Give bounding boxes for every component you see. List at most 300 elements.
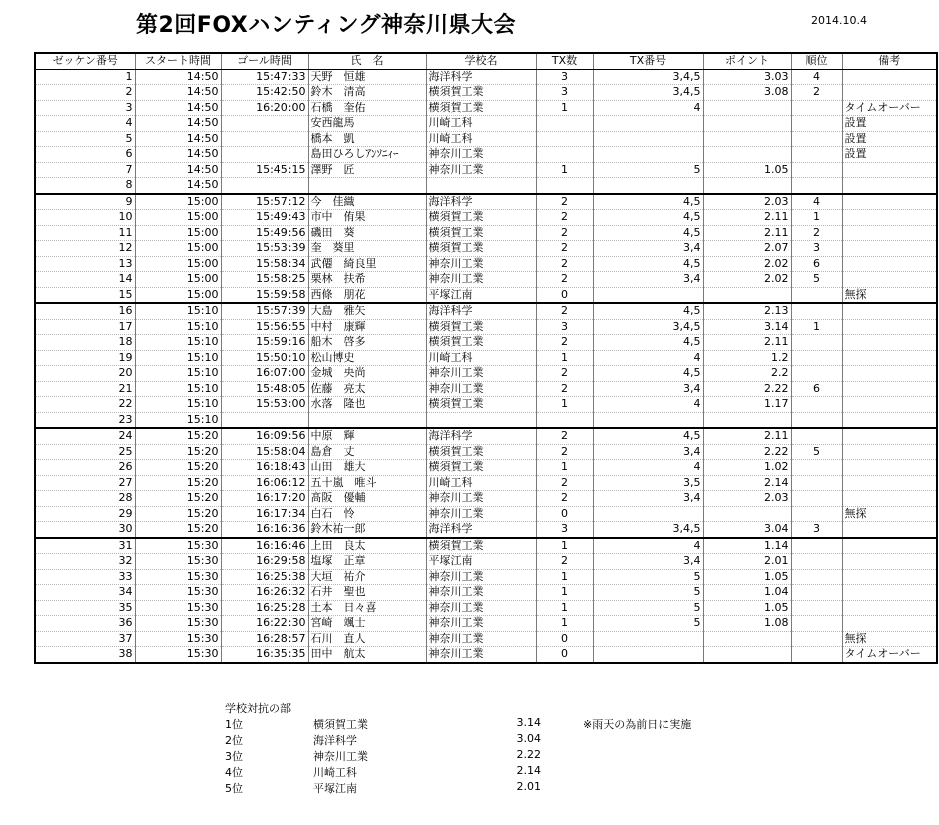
bib-cell: 12 xyxy=(35,241,135,257)
start-time-cell: 15:10 xyxy=(135,366,221,382)
goal-time-cell: 15:58:34 xyxy=(221,256,308,272)
points-cell: 3.03 xyxy=(703,69,791,85)
school-cell: 横須賀工業 xyxy=(426,444,536,460)
remarks-cell xyxy=(842,225,937,241)
result-row xyxy=(35,491,937,507)
name-cell: 松山博史 xyxy=(308,350,426,366)
result-row xyxy=(35,538,937,554)
rank-cell: 4 xyxy=(791,69,842,85)
goal-time-cell: 16:29:58 xyxy=(221,554,308,570)
goal-time-cell: 15:49:43 xyxy=(221,210,308,226)
name-cell: 大島 雅矢 xyxy=(308,303,426,319)
remarks-cell xyxy=(842,522,937,538)
start-time-cell: 15:20 xyxy=(135,522,221,538)
points-cell xyxy=(703,287,791,303)
start-time-cell: 15:20 xyxy=(135,428,221,444)
start-time-cell: 15:10 xyxy=(135,350,221,366)
goal-time-cell: 16:35:35 xyxy=(221,647,308,663)
school-cell: 海洋科学 xyxy=(426,194,536,210)
name-cell: 山田 雄大 xyxy=(308,460,426,476)
goal-time-cell: 15:45:15 xyxy=(221,162,308,178)
start-time-cell: 15:30 xyxy=(135,554,221,570)
name-cell: 五十嵐 唯斗 xyxy=(308,475,426,491)
tx-numbers-cell: 5 xyxy=(593,616,703,632)
col-header-rank: 順位 xyxy=(791,53,842,69)
school-cell: 神奈川工業 xyxy=(426,647,536,663)
ranking-points: 2.14 xyxy=(516,764,541,777)
tx-count-cell: 1 xyxy=(536,350,593,366)
tx-numbers-cell: 5 xyxy=(593,569,703,585)
name-cell: 金城 央尚 xyxy=(308,366,426,382)
rank-cell xyxy=(791,162,842,178)
remarks-cell xyxy=(842,460,937,476)
remarks-cell xyxy=(842,397,937,413)
result-row xyxy=(35,335,937,351)
school-cell: 横須賀工業 xyxy=(426,241,536,257)
remarks-cell xyxy=(842,538,937,554)
remarks-cell xyxy=(842,194,937,210)
tx-numbers-cell: 4,5 xyxy=(593,366,703,382)
points-cell xyxy=(703,100,791,116)
result-row xyxy=(35,303,937,319)
rank-cell xyxy=(791,585,842,601)
remarks-cell xyxy=(842,272,937,288)
remarks-cell xyxy=(842,210,937,226)
remarks-cell: 設置 xyxy=(842,147,937,163)
remarks-cell: 無探 xyxy=(842,506,937,522)
bib-cell: 31 xyxy=(35,538,135,554)
remarks-cell xyxy=(842,475,937,491)
remarks-cell xyxy=(842,412,937,428)
remarks-cell xyxy=(842,178,937,194)
tx-count-cell: 2 xyxy=(536,428,593,444)
result-row xyxy=(35,585,937,601)
school-cell: 神奈川工業 xyxy=(426,162,536,178)
start-time-cell: 14:50 xyxy=(135,85,221,101)
bib-cell: 1 xyxy=(35,69,135,85)
tx-count-cell: 1 xyxy=(536,538,593,554)
name-cell: 田中 航太 xyxy=(308,647,426,663)
start-time-cell: 15:30 xyxy=(135,569,221,585)
tx-numbers-cell: 3,4 xyxy=(593,444,703,460)
rank-cell xyxy=(791,647,842,663)
bib-cell: 26 xyxy=(35,460,135,476)
col-header-goal-time: ゴール時間 xyxy=(221,53,308,69)
bib-cell: 2 xyxy=(35,85,135,101)
tx-count-cell: 3 xyxy=(536,85,593,101)
goal-time-cell: 16:09:56 xyxy=(221,428,308,444)
start-time-cell: 15:20 xyxy=(135,460,221,476)
start-time-cell: 15:20 xyxy=(135,444,221,460)
goal-time-cell: 16:18:43 xyxy=(221,460,308,476)
school-cell: 神奈川工業 xyxy=(426,272,536,288)
school-cell: 川崎工科 xyxy=(426,131,536,147)
name-cell: 島田ひろしｱﾝｿﾆｨｰ xyxy=(308,147,426,163)
ranking-school: 海洋科学 xyxy=(313,734,357,747)
tx-count-cell: 1 xyxy=(536,569,593,585)
rank-cell: 3 xyxy=(791,522,842,538)
bib-cell: 5 xyxy=(35,131,135,147)
tx-numbers-cell: 3,4 xyxy=(593,241,703,257)
ranking-school: 神奈川工業 xyxy=(313,750,368,763)
name-cell: 塩塚 正章 xyxy=(308,554,426,570)
bib-cell: 35 xyxy=(35,600,135,616)
points-cell xyxy=(703,178,791,194)
col-header-school: 学校名 xyxy=(426,53,536,69)
goal-time-cell: 16:07:00 xyxy=(221,366,308,382)
tx-count-cell: 2 xyxy=(536,475,593,491)
name-cell: 奎 葵里 xyxy=(308,241,426,257)
result-row xyxy=(35,522,937,538)
school-cell: 川崎工科 xyxy=(426,350,536,366)
tx-count-cell: 1 xyxy=(536,162,593,178)
tx-numbers-cell: 4 xyxy=(593,460,703,476)
goal-time-cell: 16:22:30 xyxy=(221,616,308,632)
remarks-cell xyxy=(842,241,937,257)
start-time-cell: 15:30 xyxy=(135,647,221,663)
bib-cell: 27 xyxy=(35,475,135,491)
rank-cell xyxy=(791,631,842,647)
name-cell: 石川 直人 xyxy=(308,631,426,647)
result-row xyxy=(35,554,937,570)
goal-time-cell: 16:17:34 xyxy=(221,506,308,522)
school-cell: 平塚江南 xyxy=(426,554,536,570)
rank-cell: 2 xyxy=(791,85,842,101)
result-row xyxy=(35,506,937,522)
result-row xyxy=(35,147,937,163)
ranking-points: 3.04 xyxy=(516,732,541,745)
rank-cell xyxy=(791,366,842,382)
rank-cell xyxy=(791,147,842,163)
tx-numbers-cell: 4 xyxy=(593,100,703,116)
points-cell: 3.14 xyxy=(703,319,791,335)
tx-count-cell: 2 xyxy=(536,303,593,319)
points-cell: 1.05 xyxy=(703,600,791,616)
points-cell xyxy=(703,631,791,647)
points-cell: 2.14 xyxy=(703,475,791,491)
start-time-cell: 15:10 xyxy=(135,335,221,351)
tx-count-cell xyxy=(536,178,593,194)
goal-time-cell: 16:25:38 xyxy=(221,569,308,585)
tx-numbers-cell xyxy=(593,647,703,663)
goal-time-cell xyxy=(221,131,308,147)
start-time-cell: 15:10 xyxy=(135,397,221,413)
bib-cell: 34 xyxy=(35,585,135,601)
remarks-cell xyxy=(842,162,937,178)
tx-count-cell: 1 xyxy=(536,616,593,632)
bib-cell: 33 xyxy=(35,569,135,585)
weather-note: ※雨天の為前日に実施 xyxy=(583,718,692,731)
bib-cell: 25 xyxy=(35,444,135,460)
ranking-school: 川崎工科 xyxy=(313,766,357,779)
result-row xyxy=(35,178,937,194)
result-row xyxy=(35,428,937,444)
ranking-position: 1位 xyxy=(225,718,243,731)
goal-time-cell: 15:56:55 xyxy=(221,319,308,335)
goal-time-cell xyxy=(221,116,308,132)
result-row xyxy=(35,194,937,210)
ranking-position: 3位 xyxy=(225,750,243,763)
school-cell: 神奈川工業 xyxy=(426,381,536,397)
school-cell: 川崎工科 xyxy=(426,116,536,132)
goal-time-cell: 16:28:57 xyxy=(221,631,308,647)
result-row xyxy=(35,444,937,460)
bib-cell: 8 xyxy=(35,178,135,194)
points-cell: 2.13 xyxy=(703,303,791,319)
points-cell: 2.11 xyxy=(703,335,791,351)
tx-count-cell: 2 xyxy=(536,491,593,507)
goal-time-cell: 16:16:36 xyxy=(221,522,308,538)
tx-numbers-cell: 4,5 xyxy=(593,256,703,272)
tx-count-cell: 3 xyxy=(536,522,593,538)
name-cell: 澤野 匠 xyxy=(308,162,426,178)
name-cell: 島倉 丈 xyxy=(308,444,426,460)
rank-cell: 5 xyxy=(791,272,842,288)
start-time-cell: 15:00 xyxy=(135,287,221,303)
name-cell: 中村 康輝 xyxy=(308,319,426,335)
tx-count-cell: 0 xyxy=(536,647,593,663)
points-cell: 2.07 xyxy=(703,241,791,257)
school-cell: 神奈川工業 xyxy=(426,600,536,616)
tx-numbers-cell: 3,5 xyxy=(593,475,703,491)
name-cell: 佐藤 亮太 xyxy=(308,381,426,397)
name-cell: 石井 聖也 xyxy=(308,585,426,601)
ranking-position: 4位 xyxy=(225,766,243,779)
tx-count-cell xyxy=(536,147,593,163)
school-competition-heading: 学校対抗の部 xyxy=(225,702,291,715)
ranking-position: 2位 xyxy=(225,734,243,747)
name-cell: 橋本 凱 xyxy=(308,131,426,147)
bib-cell: 6 xyxy=(35,147,135,163)
bib-cell: 7 xyxy=(35,162,135,178)
tx-numbers-cell: 4 xyxy=(593,538,703,554)
rank-cell xyxy=(791,475,842,491)
school-cell: 神奈川工業 xyxy=(426,256,536,272)
tx-numbers-cell xyxy=(593,412,703,428)
goal-time-cell: 15:53:39 xyxy=(221,241,308,257)
remarks-cell xyxy=(842,85,937,101)
start-time-cell: 15:00 xyxy=(135,272,221,288)
start-time-cell: 15:10 xyxy=(135,319,221,335)
bib-cell: 9 xyxy=(35,194,135,210)
start-time-cell: 14:50 xyxy=(135,162,221,178)
col-header-start-time: スタート時間 xyxy=(135,53,221,69)
bib-cell: 16 xyxy=(35,303,135,319)
bib-cell: 18 xyxy=(35,335,135,351)
name-cell: 水落 隆也 xyxy=(308,397,426,413)
tx-numbers-cell: 4,5 xyxy=(593,428,703,444)
points-cell: 2.11 xyxy=(703,210,791,226)
result-row xyxy=(35,225,937,241)
school-cell: 横須賀工業 xyxy=(426,210,536,226)
bib-cell: 10 xyxy=(35,210,135,226)
tx-numbers-cell xyxy=(593,116,703,132)
rank-cell xyxy=(791,131,842,147)
tx-count-cell: 2 xyxy=(536,335,593,351)
result-row xyxy=(35,412,937,428)
rank-cell xyxy=(791,506,842,522)
tx-numbers-cell xyxy=(593,131,703,147)
tx-numbers-cell: 3,4,5 xyxy=(593,319,703,335)
result-row xyxy=(35,319,937,335)
ranking-position: 5位 xyxy=(225,782,243,795)
remarks-cell xyxy=(842,616,937,632)
bib-cell: 15 xyxy=(35,287,135,303)
rank-cell xyxy=(791,178,842,194)
tx-count-cell xyxy=(536,412,593,428)
school-cell: 神奈川工業 xyxy=(426,569,536,585)
points-cell: 1.08 xyxy=(703,616,791,632)
remarks-cell xyxy=(842,381,937,397)
tx-numbers-cell: 4,5 xyxy=(593,225,703,241)
points-cell: 1.04 xyxy=(703,585,791,601)
start-time-cell: 15:20 xyxy=(135,491,221,507)
points-cell: 2.01 xyxy=(703,554,791,570)
name-cell: 磯田 葵 xyxy=(308,225,426,241)
bib-cell: 29 xyxy=(35,506,135,522)
school-cell: 神奈川工業 xyxy=(426,506,536,522)
points-cell: 1.05 xyxy=(703,569,791,585)
tx-count-cell: 2 xyxy=(536,256,593,272)
rank-cell: 1 xyxy=(791,210,842,226)
result-row xyxy=(35,272,937,288)
goal-time-cell: 16:17:20 xyxy=(221,491,308,507)
goal-time-cell: 15:53:00 xyxy=(221,397,308,413)
bib-cell: 21 xyxy=(35,381,135,397)
name-cell: 髙阪 優輔 xyxy=(308,491,426,507)
rank-cell: 1 xyxy=(791,319,842,335)
goal-time-cell: 15:57:12 xyxy=(221,194,308,210)
points-cell: 2.02 xyxy=(703,256,791,272)
start-time-cell: 15:30 xyxy=(135,631,221,647)
points-cell xyxy=(703,647,791,663)
bib-cell: 32 xyxy=(35,554,135,570)
result-row xyxy=(35,256,937,272)
remarks-cell xyxy=(842,569,937,585)
remarks-cell xyxy=(842,350,937,366)
tx-numbers-cell xyxy=(593,178,703,194)
page-title: 第2回FOXハンティング神奈川県大会 xyxy=(136,13,517,38)
ranking-points: 2.22 xyxy=(516,748,541,761)
rank-cell xyxy=(791,428,842,444)
result-row xyxy=(35,647,937,663)
results-table xyxy=(34,52,938,664)
col-header-tx-numbers: TX番号 xyxy=(593,53,703,69)
col-header-remarks: 備考 xyxy=(842,53,937,69)
goal-time-cell xyxy=(221,147,308,163)
tx-count-cell xyxy=(536,131,593,147)
tx-count-cell: 0 xyxy=(536,506,593,522)
points-cell: 1.2 xyxy=(703,350,791,366)
points-cell: 2.22 xyxy=(703,381,791,397)
rank-cell xyxy=(791,600,842,616)
remarks-cell xyxy=(842,554,937,570)
tx-numbers-cell: 3,4,5 xyxy=(593,522,703,538)
results-body xyxy=(35,69,937,663)
points-cell: 2.02 xyxy=(703,272,791,288)
result-row xyxy=(35,631,937,647)
tx-count-cell: 3 xyxy=(536,319,593,335)
tx-numbers-cell: 3,4,5 xyxy=(593,69,703,85)
start-time-cell: 14:50 xyxy=(135,147,221,163)
rank-cell xyxy=(791,100,842,116)
name-cell: 市中 侑果 xyxy=(308,210,426,226)
points-cell xyxy=(703,131,791,147)
name-cell xyxy=(308,412,426,428)
result-row xyxy=(35,210,937,226)
result-row xyxy=(35,616,937,632)
start-time-cell: 15:30 xyxy=(135,538,221,554)
ranking-school: 横須賀工業 xyxy=(313,718,368,731)
name-cell: 土本 日々喜 xyxy=(308,600,426,616)
start-time-cell: 15:00 xyxy=(135,241,221,257)
result-row xyxy=(35,350,937,366)
name-cell: 船木 啓多 xyxy=(308,335,426,351)
bib-cell: 24 xyxy=(35,428,135,444)
rank-cell: 4 xyxy=(791,194,842,210)
rank-cell xyxy=(791,412,842,428)
name-cell: 宮崎 颯士 xyxy=(308,616,426,632)
bib-cell: 36 xyxy=(35,616,135,632)
event-date: 2014.10.4 xyxy=(811,14,867,27)
tx-count-cell: 0 xyxy=(536,631,593,647)
goal-time-cell: 15:58:25 xyxy=(221,272,308,288)
bib-cell: 38 xyxy=(35,647,135,663)
school-cell: 横須賀工業 xyxy=(426,460,536,476)
result-row xyxy=(35,69,937,85)
school-cell: 神奈川工業 xyxy=(426,147,536,163)
tx-numbers-cell xyxy=(593,631,703,647)
result-row xyxy=(35,287,937,303)
name-cell xyxy=(308,178,426,194)
rank-cell xyxy=(791,569,842,585)
tx-count-cell: 1 xyxy=(536,585,593,601)
ranking-points: 2.01 xyxy=(516,780,541,793)
start-time-cell: 15:20 xyxy=(135,475,221,491)
name-cell: 安西龍馬 xyxy=(308,116,426,132)
result-row xyxy=(35,85,937,101)
school-cell xyxy=(426,178,536,194)
rank-cell xyxy=(791,538,842,554)
ranking-points: 3.14 xyxy=(516,716,541,729)
bib-cell: 3 xyxy=(35,100,135,116)
bib-cell: 28 xyxy=(35,491,135,507)
tx-numbers-cell: 3,4 xyxy=(593,272,703,288)
bib-cell: 20 xyxy=(35,366,135,382)
remarks-cell: 無探 xyxy=(842,631,937,647)
tx-numbers-cell: 4,5 xyxy=(593,194,703,210)
remarks-cell xyxy=(842,366,937,382)
start-time-cell: 15:30 xyxy=(135,600,221,616)
tx-numbers-cell: 3,4 xyxy=(593,381,703,397)
result-row xyxy=(35,475,937,491)
points-cell: 2.03 xyxy=(703,491,791,507)
col-header-tx-count: TX数 xyxy=(536,53,593,69)
school-cell: 横須賀工業 xyxy=(426,100,536,116)
rank-cell xyxy=(791,554,842,570)
tx-numbers-cell: 4,5 xyxy=(593,210,703,226)
result-row xyxy=(35,100,937,116)
col-header-name: 氏 名 xyxy=(308,53,426,69)
goal-time-cell: 15:49:56 xyxy=(221,225,308,241)
tx-count-cell: 2 xyxy=(536,210,593,226)
school-cell: 神奈川工業 xyxy=(426,366,536,382)
rank-cell xyxy=(791,335,842,351)
rank-cell xyxy=(791,397,842,413)
tx-numbers-cell xyxy=(593,147,703,163)
rank-cell: 6 xyxy=(791,381,842,397)
result-row xyxy=(35,241,937,257)
